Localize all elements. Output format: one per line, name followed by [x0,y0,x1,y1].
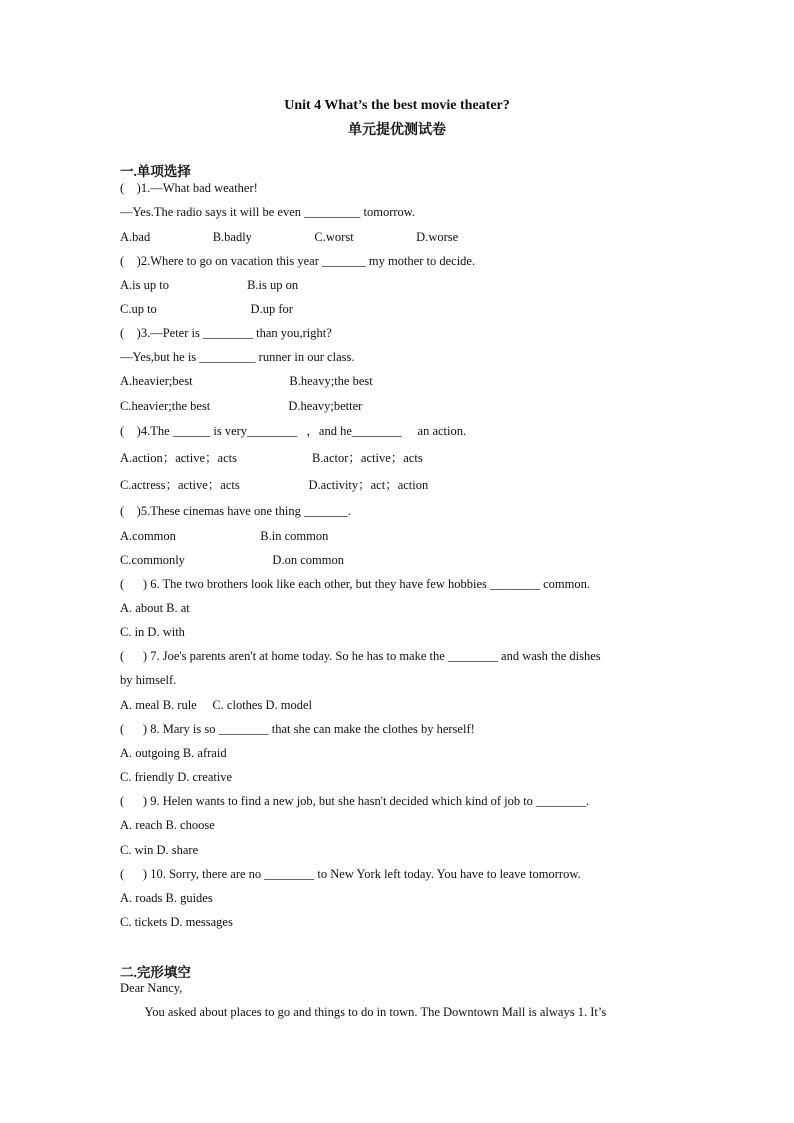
section-heading-cloze: 二.完形填空 [120,965,191,980]
question-line: ( )4.The ______ is very________ ，and he________ an action. [120,424,467,438]
question-line: ( ) 10. Sorry, there are no ________ to New York left today. You have to leave tomorrow. [120,867,581,881]
option-line: C.commonly D.on common [120,553,344,567]
option-line: C. in D. with [120,625,185,639]
option-line: A. reach B. choose [120,818,215,832]
option-line: A.common B.in common [120,529,329,543]
option-line: C.up to D.up for [120,302,293,316]
question-line: ( ) 6. The two brothers look like each other, but they have few hobbies ________ common. [120,577,590,591]
option-line: A. meal B. rule C. clothes D. model [120,698,312,712]
question-line: ( ) 8. Mary is so ________ that she can make the clothes by herself! [120,722,475,736]
question-line: —Yes.The radio says it will be even _________ tomorrow. [120,205,416,219]
question-line: ( )1.—What bad weather! [120,181,258,195]
option-line: C. tickets D. messages [120,915,233,929]
question-line: ( )2.Where to go on vacation this year _______ my mother to decide. [120,254,476,268]
letter-salutation: Dear Nancy, [120,981,183,995]
question-line: —Yes,but he is _________ runner in our class. [120,350,355,364]
option-line: A.heavier;best B.heavy;the best [120,374,373,388]
option-line: A.action；active；acts B.actor；active；acts [120,451,423,465]
page-title: Unit 4 What’s the best movie theater? [284,98,510,113]
option-line: A. about B. at [120,601,190,615]
option-line: A.is up to B.is up on [120,278,299,292]
option-line: C. friendly D. creative [120,770,233,784]
question-line: ( ) 9. Helen wants to find a new job, but she hasn't decided which kind of job to ________. [120,794,590,808]
option-line: C. win D. share [120,843,199,857]
option-line: A. roads B. guides [120,891,213,905]
question-line: by himself. [120,673,177,687]
question-line: ( )5.These cinemas have one thing _______. [120,504,351,518]
option-line: C.actress；active；acts D.activity；act；action [120,478,429,492]
option-line: C.heavier;the best D.heavy;better [120,399,363,413]
passage-line: You asked about places to go and things to do in town. The Downtown Mall is always 1. It’s [120,1005,607,1019]
question-line: ( )3.—Peter is ________ than you,right? [120,326,332,340]
question-line: ( ) 7. Joe's parents aren't at home today. So he has to make the ________ and wash the dishes [120,649,601,663]
option-line: A.bad B.badly C.worst D.worse [120,230,459,244]
page-subtitle: 单元提优测试卷 [348,123,446,138]
option-line: A. outgoing B. afraid [120,746,227,760]
section-heading-multiple-choice: 一.单项选择 [120,164,191,179]
